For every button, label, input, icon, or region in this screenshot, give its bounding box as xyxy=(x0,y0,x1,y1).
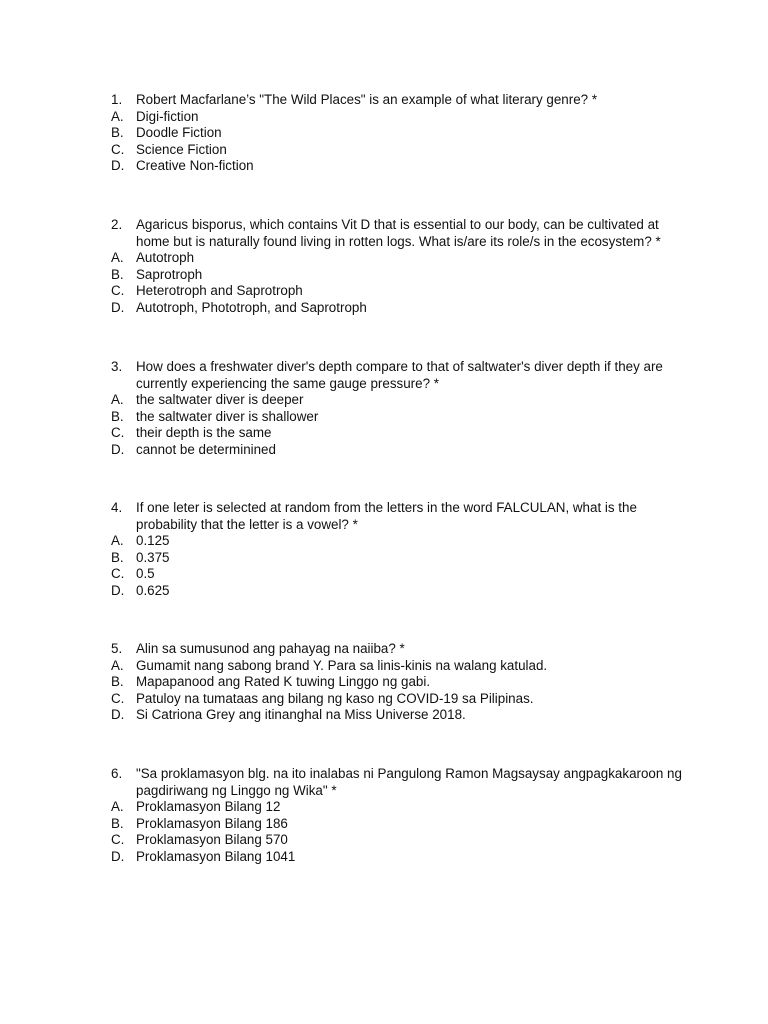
option-letter: C. xyxy=(111,690,125,706)
question-5-stem xyxy=(111,641,691,658)
option-text: 0.625 xyxy=(136,582,170,598)
question-4-stem xyxy=(111,500,691,533)
option-a xyxy=(111,250,691,267)
question-text: If one leter is selected at random from the letters in the word FALCULAN, what is the probability that the letter is a vowel? * xyxy=(136,500,641,532)
option-text: Digi-fiction xyxy=(136,108,199,124)
question-1 xyxy=(111,92,691,175)
question-5 xyxy=(111,641,691,724)
option-letter: B. xyxy=(111,266,124,282)
option-letter: A. xyxy=(111,657,124,673)
question-number: 4. xyxy=(111,500,123,515)
question-number: 2. xyxy=(111,217,123,232)
option-text: Proklamasyon Bilang 1041 xyxy=(136,848,296,864)
option-b xyxy=(111,550,691,567)
option-letter: D. xyxy=(111,707,125,722)
option-b xyxy=(111,125,691,142)
option-letter: A. xyxy=(111,250,124,265)
option-letter: C. xyxy=(111,425,125,440)
option-text: 0.375 xyxy=(136,549,170,565)
option-letter: D. xyxy=(111,299,125,315)
option-letter: D. xyxy=(111,441,125,457)
question-number: 3. xyxy=(111,359,123,374)
question-text: Alin sa sumusunod ang pahayag na naiiba? * xyxy=(136,641,405,656)
question-number: 5. xyxy=(111,641,123,656)
option-letter: D. xyxy=(111,582,125,598)
option-letter: A. xyxy=(111,392,124,407)
option-text: the saltwater diver is deeper xyxy=(136,392,304,407)
option-letter: B. xyxy=(111,125,124,140)
option-c xyxy=(111,283,691,300)
option-text: Proklamasyon Bilang 12 xyxy=(136,799,281,814)
option-b xyxy=(111,816,691,833)
option-c xyxy=(111,566,691,583)
option-letter: C. xyxy=(111,283,125,298)
option-letter: A. xyxy=(111,533,124,548)
option-c xyxy=(111,142,691,159)
option-text: their depth is the same xyxy=(136,425,272,440)
option-a xyxy=(111,392,691,409)
question-3 xyxy=(111,359,691,458)
option-text: Creative Non-fiction xyxy=(136,158,254,173)
question-4 xyxy=(111,500,691,599)
option-text: Science Fiction xyxy=(136,141,227,157)
option-letter: D. xyxy=(111,848,125,864)
question-text: Agaricus bisporus, which contains Vit D that is essential to our body, can be cultivated at home but is naturally found living in rotten logs. What is/are its role/s in the ecosystem? * xyxy=(136,217,663,249)
question-number: 6. xyxy=(111,766,123,781)
option-d xyxy=(111,442,691,459)
option-c xyxy=(111,425,691,442)
option-d xyxy=(111,300,691,317)
question-text: How does a freshwater diver's depth compare to that of saltwater's diver depth if they are currently experiencing the same gauge pressure? * xyxy=(136,359,667,391)
question-text: "Sa proklamasyon blg. na ito inalabas ni Pangulong Ramon Magsaysay angpagkakaroon ng pagdiriwang ng Linggo ng Wika" * xyxy=(136,766,686,798)
option-a xyxy=(111,799,691,816)
option-letter: C. xyxy=(111,141,125,157)
question-text: Robert Macfarlane’s "The Wild Places" is an example of what literary genre? * xyxy=(136,92,598,107)
option-text: cannot be determinined xyxy=(136,441,276,457)
option-text: Autotroph, Phototroph, and Saprotroph xyxy=(136,299,367,315)
option-letter: B. xyxy=(111,815,124,831)
option-letter: A. xyxy=(111,108,124,124)
option-a xyxy=(111,533,691,550)
option-letter: B. xyxy=(111,408,124,424)
option-c xyxy=(111,691,691,708)
option-text: Saprotroph xyxy=(136,266,203,282)
option-text: Proklamasyon Bilang 570 xyxy=(136,832,288,847)
question-6 xyxy=(111,766,691,865)
option-letter: B. xyxy=(111,549,124,565)
option-text: the saltwater diver is shallower xyxy=(136,408,319,424)
option-b xyxy=(111,409,691,426)
option-c xyxy=(111,832,691,849)
question-2 xyxy=(111,217,691,316)
option-b xyxy=(111,267,691,284)
option-letter: D. xyxy=(111,158,125,173)
option-b xyxy=(111,674,691,691)
question-1-stem xyxy=(111,92,691,109)
option-a xyxy=(111,658,691,675)
option-text: Patuloy na tumataas ang bilang ng kaso ng COVID-19 sa Pilipinas. xyxy=(136,690,534,706)
option-letter: B. xyxy=(111,674,124,689)
question-number: 1. xyxy=(111,92,123,107)
option-text: Gumamit nang sabong brand Y. Para sa linis-kinis na walang katulad. xyxy=(136,657,548,673)
option-d xyxy=(111,707,691,724)
option-text: Proklamasyon Bilang 186 xyxy=(136,815,288,831)
option-letter: C. xyxy=(111,832,125,847)
option-d xyxy=(111,158,691,175)
option-text: Heterotroph and Saprotroph xyxy=(136,283,303,298)
option-text: Si Catriona Grey ang itinanghal na Miss Universe 2018. xyxy=(136,707,466,722)
question-3-stem xyxy=(111,359,691,392)
option-a xyxy=(111,109,691,126)
option-text: 0.5 xyxy=(136,566,155,581)
option-text: 0.125 xyxy=(136,533,170,548)
question-6-stem xyxy=(111,766,691,799)
option-text: Autotroph xyxy=(136,250,195,265)
option-d xyxy=(111,849,691,866)
option-letter: A. xyxy=(111,799,124,814)
option-text: Mapapanood ang Rated K tuwing Linggo ng gabi. xyxy=(136,674,431,689)
option-text: Doodle Fiction xyxy=(136,125,222,140)
option-letter: C. xyxy=(111,566,125,581)
option-d xyxy=(111,583,691,600)
question-2-stem xyxy=(111,217,691,250)
